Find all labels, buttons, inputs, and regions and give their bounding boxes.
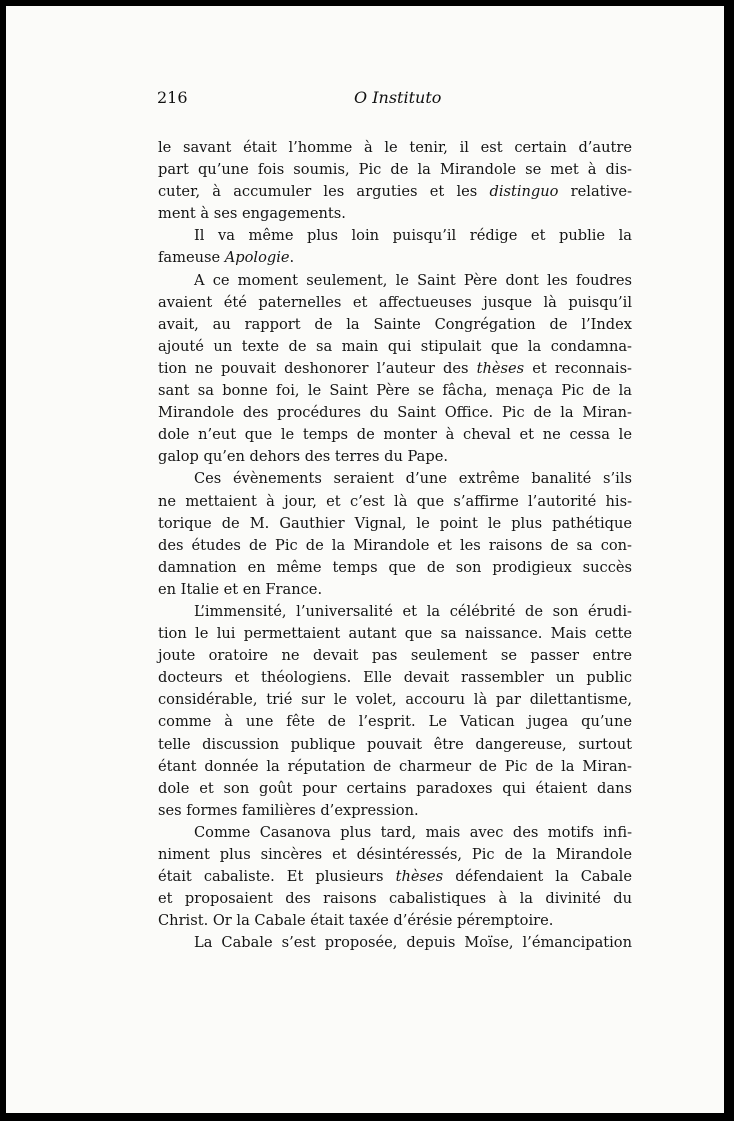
italic-term: distinguo xyxy=(489,183,559,201)
document-page xyxy=(6,6,724,1113)
text-line: joute oratoire ne devait pas seulement se passer entre xyxy=(158,647,632,665)
text-line: torique de M. Gauthier Vignal, le point le plus pathétique xyxy=(158,514,632,532)
paragraph-first-line: Il va même plus loin puisqu’il rédige et publie la xyxy=(194,227,632,245)
text-line: damnation en même temps que de son prodigieux succès xyxy=(158,558,632,576)
text-line: dole et son goût pour certains paradoxes qui étaient dans xyxy=(158,779,632,797)
text-line: considérable, trié sur le volet, accouru là par dilettantisme, xyxy=(158,691,632,709)
text-line: étant donnée la réputation de charmeur de Pic de la Miran- xyxy=(158,757,632,775)
text-line: ne mettaient à jour, et c’est là que s’affirme l’autorité his- xyxy=(158,492,632,510)
text-line: avaient été paternelles et affectueuses jusque là puisqu’il xyxy=(158,293,632,311)
text-line: ajouté un texte de sa main qui stipulait que la condamna- xyxy=(158,337,632,355)
text-line: docteurs et théologiens. Elle devait rassembler un public xyxy=(158,669,632,687)
body-text xyxy=(158,137,632,954)
italic-term: thèses xyxy=(395,868,444,886)
page-number: 216 xyxy=(157,88,188,107)
text-line: sant sa bonne foi, le Saint Père se fâcha, menaça Pic de la xyxy=(158,382,632,400)
text-line: Christ. Or la Cabale était taxée d’érésie péremptoire. xyxy=(158,912,554,930)
paragraph-first-line: A ce moment seulement, le Saint Père dont les foudres xyxy=(194,271,632,289)
text-line: tion le lui permettaient autant que sa naissance. Mais cette xyxy=(158,625,632,643)
text-line: comme à une fête de l’esprit. Le Vatican jugea qu’une xyxy=(158,713,632,731)
text-line: et proposaient des raisons cabalistiques à la divinité du xyxy=(158,890,632,908)
text-line: des études de Pic de la Mirandole et les raisons de sa con- xyxy=(158,536,632,554)
italic-title: Apologie xyxy=(224,249,290,267)
text-line: dole n’eut que le temps de monter à cheval et ne cessa le xyxy=(158,426,632,444)
text-line: le savant était l’homme à le tenir, il est certain d’autre xyxy=(158,139,632,156)
text-line: fameuse Apologie. xyxy=(158,249,295,267)
text-line: niment plus sincères et désintéressés, Pic de la Mirandole xyxy=(158,846,632,863)
text-line: telle discussion publique pouvait être dangereuse, surtout xyxy=(158,735,632,753)
paragraph-first-line: La Cabale s’est proposée, depuis Moïse, l’émancipation xyxy=(194,934,632,952)
text-line: ment à ses engagements. xyxy=(158,205,346,223)
text-line: ses formes familières d’expression. xyxy=(158,801,419,819)
paragraph-first-line: L’immensité, l’universalité et la célébrité de son érudi- xyxy=(194,602,632,620)
italic-term: thèses xyxy=(476,359,525,377)
text-line: cuter, à accumuler les arguties et les distinguo relative- xyxy=(158,183,633,201)
text-line: Mirandole des procédures du Saint Office. Pic de la Miran- xyxy=(158,404,632,422)
text-line: galop qu’en dehors des terres du Pape. xyxy=(158,448,448,466)
paragraph-first-line: Ces évènements seraient d’une extrême banalité s’ils xyxy=(194,470,632,488)
text-line: avait, au rapport de la Sainte Congrégation de l’Index xyxy=(158,315,632,333)
text-line: en Italie et en France. xyxy=(158,580,323,598)
page-header xyxy=(157,88,635,114)
text-line: tion ne pouvait deshonorer l’auteur des thèses et reconnais- xyxy=(158,359,632,377)
text-line: part qu’une fois soumis, Pic de la Mirandole se met à dis- xyxy=(158,161,632,179)
paragraph-first-line: Comme Casanova plus tard, mais avec des motifs infi- xyxy=(194,823,632,841)
running-title: O Instituto xyxy=(354,88,442,107)
text-line: était cabaliste. Et plusieurs thèses défendaient la Cabale xyxy=(158,868,632,886)
